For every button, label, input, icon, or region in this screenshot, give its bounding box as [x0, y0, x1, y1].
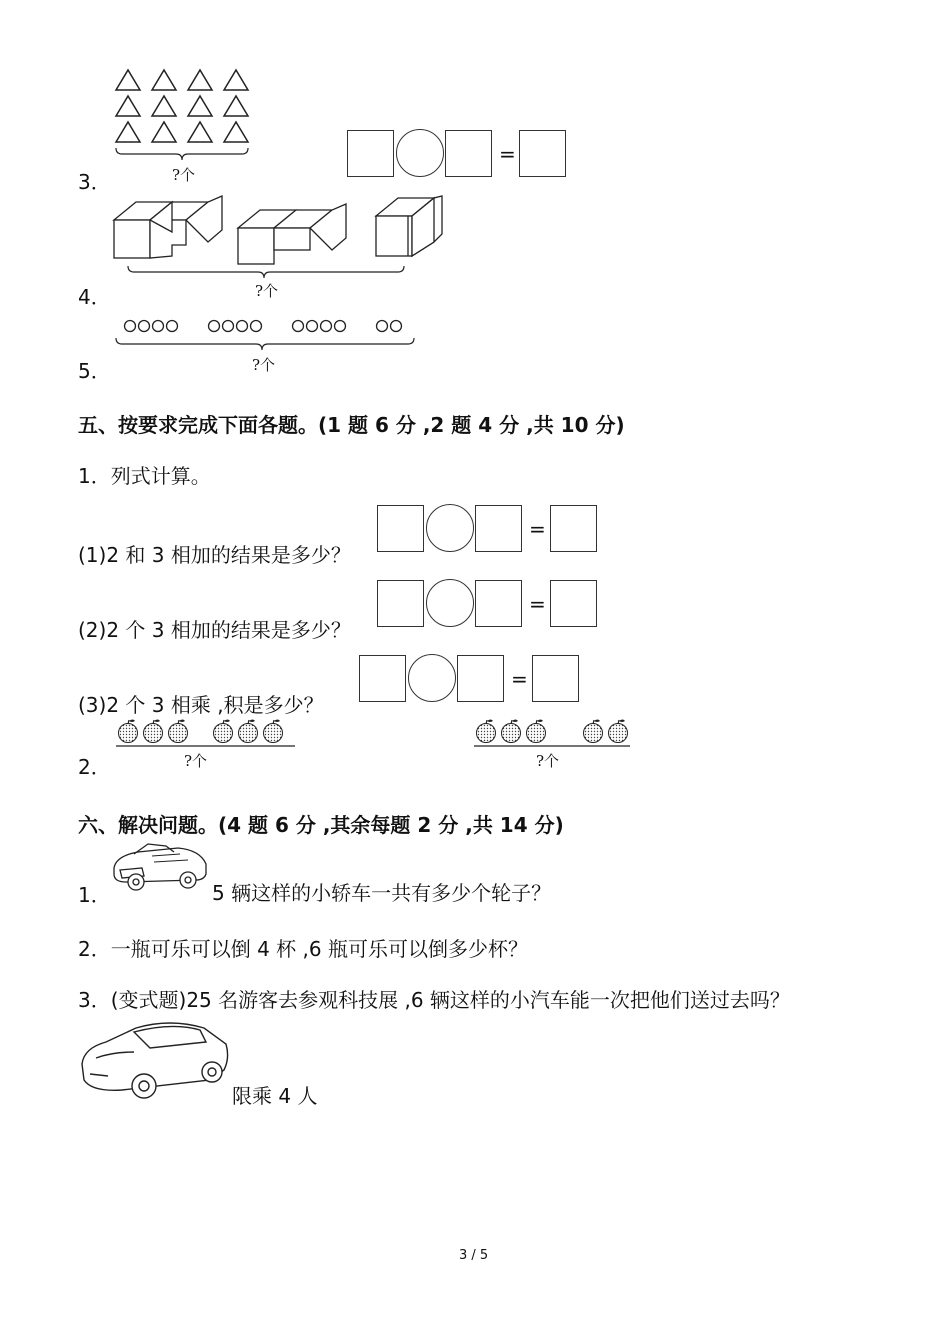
operator-circle[interactable]	[408, 654, 456, 702]
apple-label-left: ?个	[184, 752, 208, 770]
question-6-1: 5 辆这样的小轿车一共有多少个轮子？	[212, 881, 552, 905]
answer-box[interactable]	[532, 655, 579, 702]
equals-sign: =	[529, 517, 546, 541]
circle-groups	[110, 314, 422, 354]
question-5-2-number: 2．	[78, 755, 111, 779]
apple-group-left	[112, 716, 300, 750]
triangle-grid	[110, 64, 260, 164]
section-5-title: 五、按要求完成下面各题。(1 题 6 分 ,2 题 4 分 ,共 10 分)	[78, 413, 625, 437]
subquestion-1: (1)2 和 3 相加的结果是多少？	[78, 543, 351, 567]
answer-box[interactable]	[550, 505, 597, 552]
equals-sign: =	[511, 667, 528, 691]
answer-box[interactable]	[359, 655, 406, 702]
subquestion-3: (3)2 个 3 相乘 ,积是多少？	[78, 693, 324, 717]
page-number: 3 / 5	[459, 1248, 489, 1263]
question-6-2: 2．一瓶可乐可以倒 4 杯 ,6 瓶可乐可以倒多少杯？	[78, 937, 528, 961]
answer-box[interactable]	[457, 655, 504, 702]
cube-groups	[108, 190, 453, 285]
sedan-car-icon	[78, 1018, 234, 1102]
answer-box[interactable]	[550, 580, 597, 627]
answer-box[interactable]	[519, 130, 566, 177]
answer-box[interactable]	[377, 580, 424, 627]
brace-label: ?个	[172, 166, 196, 184]
answer-box[interactable]	[445, 130, 492, 177]
section-6-title: 六、解决问题。(4 题 6 分 ,其余每题 2 分 ,共 14 分)	[78, 813, 564, 837]
operator-circle[interactable]	[426, 579, 474, 627]
operator-circle[interactable]	[396, 129, 444, 177]
question-6-1-number: 1．	[78, 883, 111, 907]
item-number: 4．	[78, 285, 111, 309]
answer-box[interactable]	[475, 505, 522, 552]
apple-group-right	[470, 716, 634, 750]
equals-sign: =	[499, 142, 516, 166]
equals-sign: =	[529, 592, 546, 616]
answer-box[interactable]	[475, 580, 522, 627]
answer-box[interactable]	[377, 505, 424, 552]
item-number: 5．	[78, 359, 111, 383]
question-6-3: 3．(变式题)25 名游客去参观科技展 ,6 辆这样的小汽车能一次把他们送过去吗？	[78, 988, 790, 1012]
question-5-1: 1．列式计算。	[78, 464, 211, 488]
brace-label: ?个	[252, 356, 276, 374]
car-capacity-note: 限乘 4 人	[232, 1084, 318, 1108]
apple-label-right: ?个	[536, 752, 560, 770]
answer-box[interactable]	[347, 130, 394, 177]
subquestion-2: (2)2 个 3 相加的结果是多少？	[78, 618, 351, 642]
item-number: 3．	[78, 170, 111, 194]
convertible-car-icon	[108, 842, 212, 894]
brace-label: ?个	[255, 282, 279, 300]
operator-circle[interactable]	[426, 504, 474, 552]
